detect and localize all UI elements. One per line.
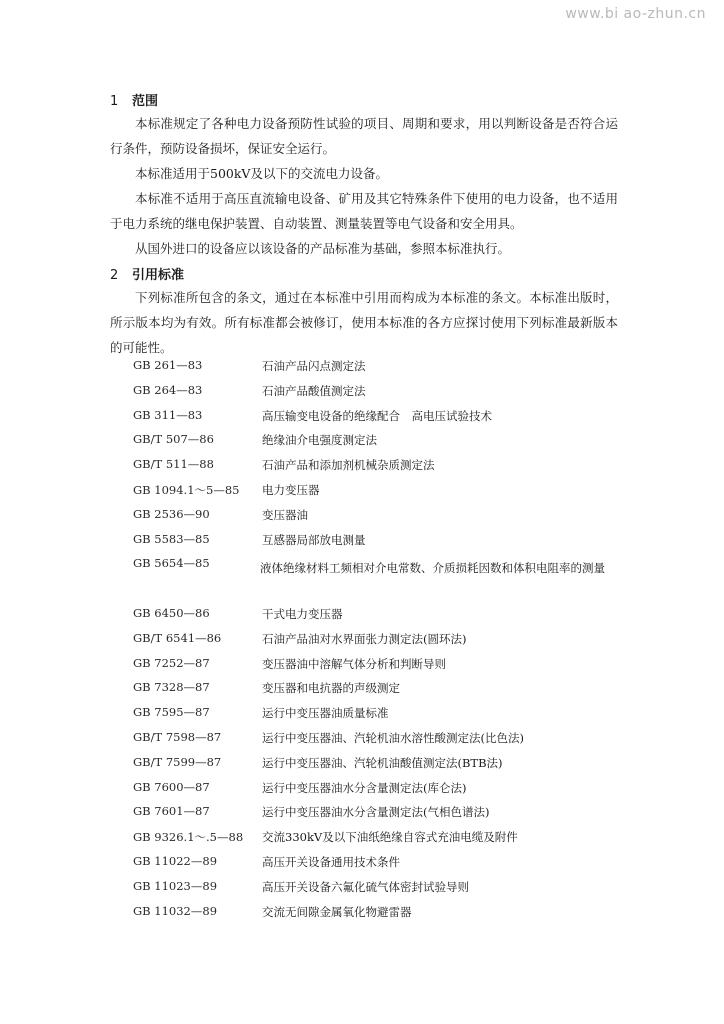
standard-row	[0, 680, 724, 705]
standard-code: GB 7595—87	[133, 705, 210, 720]
standard-title: 变压器油中溶解气体分析和判断导则	[262, 656, 446, 671]
standard-row	[0, 507, 724, 532]
standard-title: 交流330kV及以下油纸绝缘自容式充油电缆及附件	[262, 830, 518, 845]
standard-row	[0, 854, 724, 879]
standard-title: 石油产品酸值测定法	[262, 383, 366, 398]
standard-title: 变压器油	[262, 507, 308, 522]
referenced-standards-list	[0, 358, 724, 928]
standard-row	[0, 408, 724, 433]
standard-title: 交流无间隙金属氧化物避雷器	[262, 904, 412, 919]
standard-title: 绝缘油介电强度测定法	[262, 433, 377, 448]
standard-code: GB 11023—89	[133, 878, 218, 893]
standard-row	[0, 383, 724, 408]
standard-row	[0, 432, 724, 457]
standard-title: 运行中变压器油、汽轮机油水溶性酸测定法(比色法)	[262, 730, 524, 745]
standard-row	[0, 829, 724, 854]
section-1-title: 范围	[132, 94, 159, 109]
standard-code: GB/T 7599—87	[133, 754, 222, 769]
standard-code: GB/T 507—86	[133, 432, 214, 447]
standard-code: GB/T 511—88	[133, 457, 214, 472]
standard-row	[0, 631, 724, 656]
standard-code: GB/T 7598—87	[133, 729, 222, 744]
section-2-intro: 下列标准所包含的条文，通过在本标准中引用而构成为本标准的条文。本标准出版时，所示版本均为有效。所有标准都会被修订，使用本标准的各方应探讨使用下列标准最新版本的可能性。	[110, 290, 618, 355]
standard-row	[0, 556, 724, 606]
standard-code: GB 7600—87	[133, 779, 210, 794]
standard-row	[0, 358, 724, 383]
standard-row	[0, 705, 724, 730]
standard-row	[0, 879, 724, 904]
standard-title: 运行中变压器油、汽轮机油酸值测定法(BTB法)	[262, 755, 503, 770]
section-1-heading	[110, 90, 158, 109]
standard-row	[0, 606, 724, 631]
standard-title: 石油产品和添加剂机械杂质测定法	[262, 458, 435, 473]
standard-title: 高压开关设备通用技术条件	[262, 854, 400, 869]
standard-title: 石油产品闪点测定法	[262, 359, 366, 373]
section-1-paragraph-3: 本标准不适用于高压直流输电设备、矿用及其它特殊条件下使用的电力设备，也不适用于电力系统的继电保护装置、自动装置、测量装置等电气设备和安全用具。	[110, 191, 618, 231]
standard-code: GB 7601—87	[133, 804, 210, 819]
standard-row	[0, 755, 724, 780]
standard-code: GB 11022—89	[133, 853, 218, 868]
standard-row	[0, 482, 724, 507]
section-2-heading	[110, 264, 184, 283]
standard-row	[0, 532, 724, 557]
standard-row	[0, 904, 724, 929]
standard-code: GB 7328—87	[133, 680, 210, 695]
standard-title: 运行中变压器油水分含量测定法(气相色谱法)	[262, 805, 490, 820]
standard-code: GB 261—83	[133, 358, 203, 372]
section-1-paragraph-4: 从国外进口的设备应以该设备的产品标准为基础，参照本标准执行。	[135, 241, 511, 256]
standard-code: GB 264—83	[133, 382, 203, 397]
standard-row	[0, 730, 724, 755]
standard-title: 电力变压器	[262, 482, 320, 497]
standard-code: GB 9326.1～.5—88	[133, 830, 244, 845]
standard-row	[0, 457, 724, 482]
standard-title: 液体绝缘材料工频相对介电常数、介质损耗因数和体积电阻率的测量	[260, 561, 605, 576]
watermark: www.bi ao-zhun.cn	[565, 6, 706, 22]
standard-title: 运行中变压器油质量标准	[262, 706, 389, 721]
section-2-title: 引用标准	[132, 268, 185, 283]
standard-code: GB 6450—86	[133, 605, 210, 620]
section-1-number: 1	[110, 94, 119, 109]
standard-row	[0, 780, 724, 805]
standard-title: 干式电力变压器	[262, 606, 343, 621]
standard-code: GB 11032—89	[133, 903, 218, 918]
standard-row	[0, 804, 724, 829]
standard-code: GB 5654—85	[133, 556, 210, 571]
standard-code: GB 1094.1～5—85	[133, 482, 240, 497]
standard-code: GB 2536—90	[133, 506, 210, 521]
standard-code: GB 311—83	[133, 407, 203, 422]
standard-title: 互感器局部放电测量	[262, 532, 366, 547]
section-2-number: 2	[110, 268, 119, 283]
standard-code: GB 7252—87	[133, 655, 210, 670]
section-1-paragraph-2: 本标准适用于500kV及以下的交流电力设备。	[135, 166, 388, 181]
standard-title: 变压器和电抗器的声级测定	[262, 681, 400, 696]
standard-title: 高压开关设备六氟化硫气体密封试验导则	[262, 879, 469, 894]
standard-code: GB/T 6541—86	[133, 630, 222, 645]
standard-code: GB 5583—85	[133, 531, 210, 546]
section-1-paragraph-1: 本标准规定了各种电力设备预防性试验的项目、周期和要求，用以判断设备是否符合运行条件，预防设备损坏，保证安全运行。	[110, 116, 618, 156]
standard-title: 运行中变压器油水分含量测定法(库仑法)	[262, 780, 467, 795]
standard-row	[0, 656, 724, 681]
standard-title: 石油产品油对水界面张力测定法(圆环法)	[262, 631, 467, 646]
standard-title: 高压输变电设备的绝缘配合 高电压试验技术	[262, 408, 492, 423]
